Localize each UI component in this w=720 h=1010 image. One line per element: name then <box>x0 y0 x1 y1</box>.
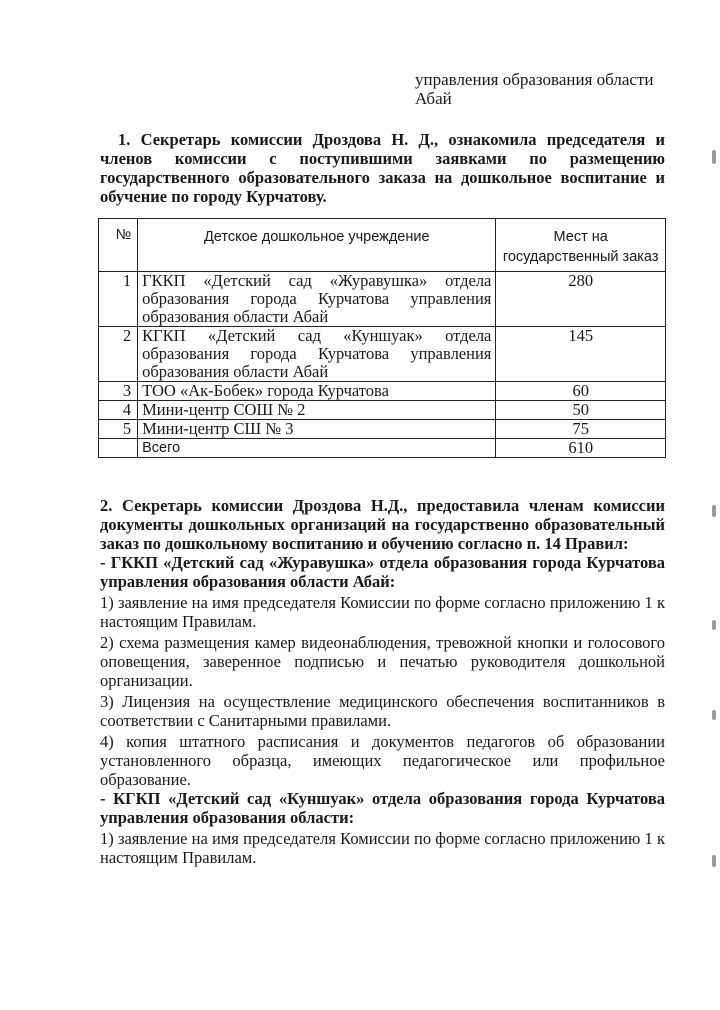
row-seats: 145 <box>496 327 666 382</box>
table-row <box>99 382 666 401</box>
table-row <box>99 272 666 327</box>
table-header-row <box>99 219 666 272</box>
org-1-doc-3: 3) Лицензия на осуществление медицинского обеспечения воспитанников в соответствии с Санитарными правилами. <box>100 692 665 730</box>
table-total-row <box>99 439 666 458</box>
org-1-doc-4: 4) копия штатного расписания и документов педагогов об образовании установленного образца, имеющих педагогическое или профильное образование. <box>100 732 665 789</box>
header-continuation <box>415 70 685 108</box>
org-1-doc-2: 2) схема размещения камер видеонаблюдения, тревожной кнопки и голосового оповещения, заверенное подписью и печатью руководителя дошкольной организации. <box>100 633 665 690</box>
scan-edge-mark <box>712 855 716 867</box>
org-1-doc-1: 1) заявление на имя председателя Комиссии по форме согласно приложению 1 к настоящим Правилам. <box>100 593 665 631</box>
row-number: 3 <box>99 382 138 401</box>
table-row <box>99 327 666 382</box>
row-number: 2 <box>99 327 138 382</box>
row-number: 5 <box>99 420 138 439</box>
item-2-intro: 2. Секретарь комиссии Дроздова Н.Д., предоставила членам комиссии документы дошкольных организаций на государственно образовательный заказ по дошкольному воспитанию и обучению согласно п. 14 Правил: <box>100 496 665 553</box>
scan-edge-mark <box>712 150 716 164</box>
row-institution: КГКП «Детский сад «Куншуак» отдела образования города Курчатова управления образования области Абай <box>138 327 496 382</box>
table-row <box>99 401 666 420</box>
header-institution: Детское дошкольное учреждение <box>138 219 496 272</box>
item-1-paragraph: 1. Секретарь комиссии Дроздова Н. Д., ознакомила председателя и членов комиссии с поступившими заявками по размещению государственного образовательного заказа на дошкольное воспитание и обучение по городу Курчатову. <box>100 130 665 206</box>
row-seats: 280 <box>496 272 666 327</box>
item-2-section <box>100 496 665 867</box>
row-number: 4 <box>99 401 138 420</box>
header-line-2: Абай <box>415 89 452 108</box>
total-number-cell <box>99 439 138 458</box>
row-seats: 50 <box>496 401 666 420</box>
row-institution: Мини-центр СШ № 3 <box>138 420 496 439</box>
org-2-doc-1: 1) заявление на имя председателя Комиссии по форме согласно приложению 1 к настоящим Правилам. <box>100 829 665 867</box>
row-seats: 60 <box>496 382 666 401</box>
org-1-title: - ГККП «Детский сад «Журавушка» отдела образования города Курчатова управления образования области Абай: <box>100 553 665 591</box>
total-seats: 610 <box>496 439 666 458</box>
scan-edge-mark <box>712 710 716 720</box>
row-institution: ГККП «Детский сад «Журавушка» отдела образования города Курчатова управления образования области Абай <box>138 272 496 327</box>
org-2-title: - КГКП «Детский сад «Куншуак» отдела образования города Курчатова управления образования области: <box>100 789 665 827</box>
table-row <box>99 420 666 439</box>
header-number: № <box>99 219 138 272</box>
row-institution: Мини-центр СОШ № 2 <box>138 401 496 420</box>
row-institution: ТОО «Ак-Бобек» города Курчатова <box>138 382 496 401</box>
scan-edge-mark <box>712 620 716 630</box>
row-seats: 75 <box>496 420 666 439</box>
scan-edge-mark <box>712 505 716 517</box>
header-line-1: управления образования области <box>415 70 654 89</box>
total-label: Всего <box>138 439 496 458</box>
row-number: 1 <box>99 272 138 327</box>
state-order-table <box>98 218 666 458</box>
header-seats: Мест на государственный заказ <box>496 219 666 272</box>
